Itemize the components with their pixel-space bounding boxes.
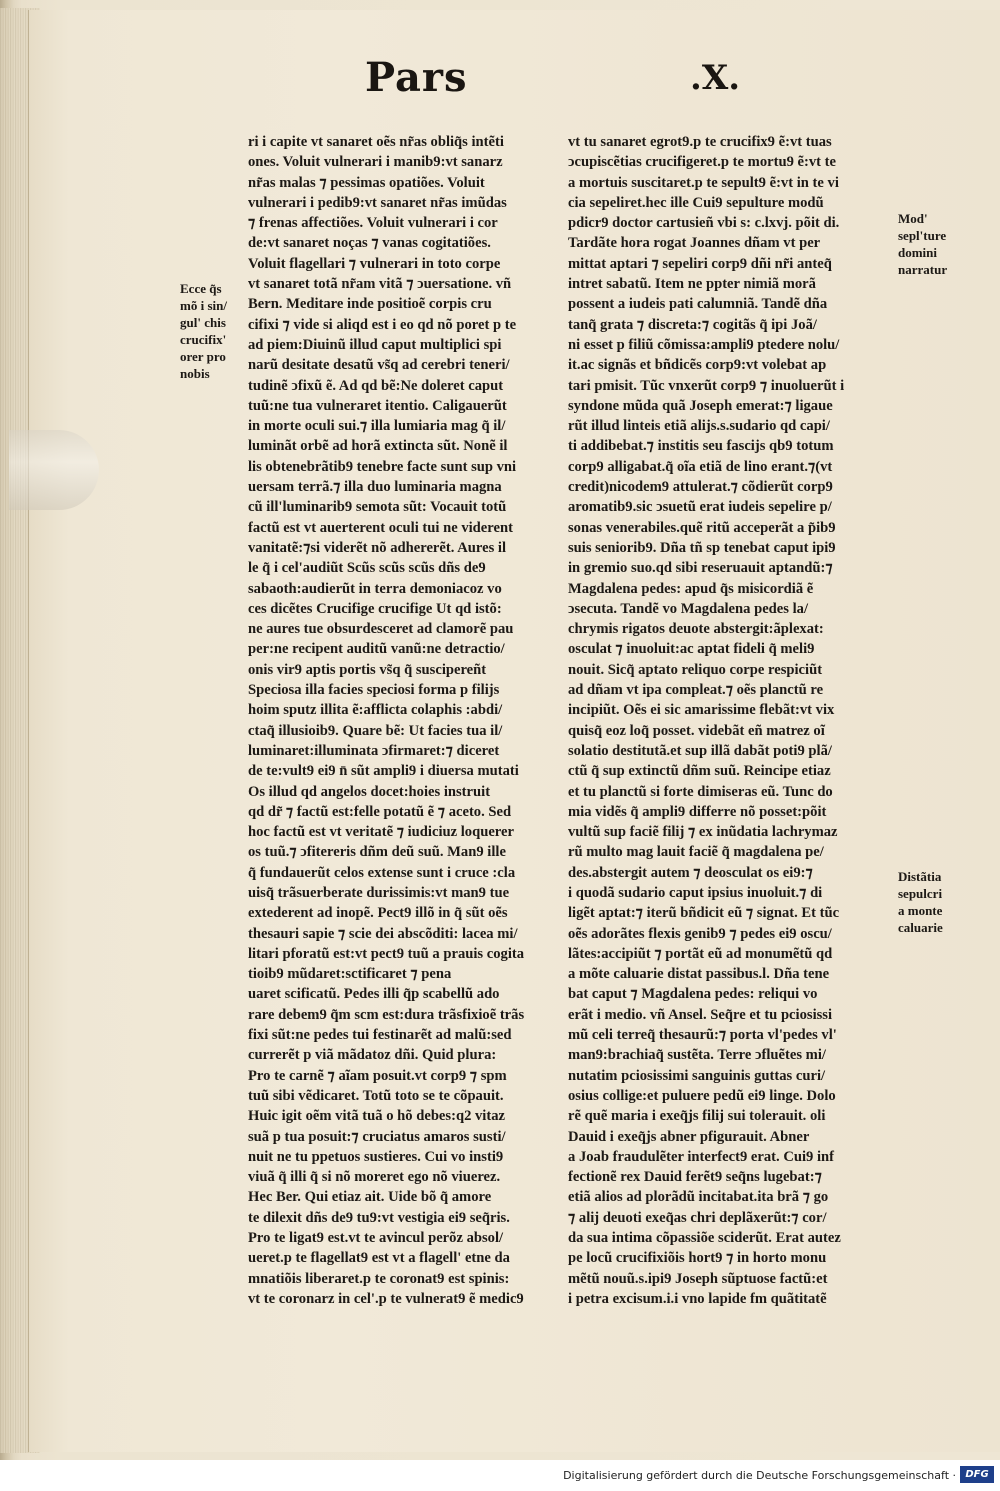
text-line: ↄsecuta. Tandẽ vo Magdalena pedes la/: [568, 600, 809, 617]
text-line: tuũ sibi vẽdicaret. Totũ toto se te cõpauit.: [248, 1087, 504, 1104]
text-line: luminaret:illuminata ↄfirmaret:⁊ diceret: [248, 742, 500, 759]
text-line: te dilexit dñs de9 tu9:vt vestigia ei9 seq̃ris.: [248, 1209, 510, 1226]
margin-note-right-top: [898, 210, 947, 278]
text-line: des.abstergit autem ⁊ deosculat os ei9:⁊: [568, 864, 813, 881]
text-line: incipiũt. Oẽs ei sic amarissime flebãt:vt vix: [568, 702, 835, 719]
text-line: chrymis rigatos deuote abstergit:ãplexat:: [568, 621, 824, 638]
text-line: pdicr9 doctor cartusieñ vbi s: c.lxvj. põit di.: [568, 215, 840, 232]
text-line: ⁊ frenas affectiões. Voluit vulnerari i cor: [248, 215, 498, 232]
text-line: osculat ⁊ inuoluit:ac aptat fideli q̃ meli9: [568, 641, 815, 658]
text-line: os tuũ.⁊ ↄfitereris dñm deũ suũ. Man9 ille: [248, 844, 506, 861]
text-line: extederent ad inopẽ. Pect9 illõ in q̃ sũt oẽs: [248, 905, 508, 922]
text-line: Os illud qd angelos docet:hoies instruit: [248, 783, 491, 800]
page-clip: [9, 430, 99, 510]
text-line: mia vidẽs q̃ ampli9 differre nõ posset:põit: [568, 803, 827, 820]
margin-note-line: narratur: [898, 262, 948, 277]
text-line: lãtes:accipiũt ⁊ portãt eũ ad monumẽtũ qd: [568, 945, 833, 962]
text-line: de te:vult9 ei9 n̄ sũt ampli9 i diuersa mutati: [248, 763, 519, 780]
text-line: Tardãte hora rogat Joannes dñam vt per: [568, 235, 821, 252]
text-line: per:ne recipent auditũ vanũ:ne detractio/: [248, 641, 505, 658]
text-line: bat caput ⁊ Magdalena pedes: reliqui vo: [568, 986, 818, 1003]
text-line: onis vir9 aptis portis vs̃q q̃ suscipereñt: [248, 661, 487, 678]
text-line: cifixi ⁊ vide si aliqd est i eo qd nõ poret p te: [248, 316, 517, 333]
text-line: erãt i medio. vñ Ansel. Seq̃re et tu pciosissi: [568, 1006, 833, 1023]
margin-note-line: Ecce q̃s: [180, 281, 222, 296]
text-line: Voluit flagellari ⁊ vulnerari in toto corpe: [248, 255, 501, 272]
margin-note-right-bottom: [898, 868, 943, 936]
text-line: hoc factũ est vt veritatẽ ⁊ iudiciuz loquerer: [248, 824, 514, 841]
text-line: Hec Ber. Qui etiaz ait. Uide bõ q̃ amore: [248, 1189, 492, 1206]
text-line: tioib9 mũdaret:sctificaret ⁊ pena: [248, 966, 452, 983]
text-line: oẽs adorãtes flexis genib9 ⁊ pedes ei9 oscu/: [568, 925, 832, 942]
text-line: ctũ q̃ sup extinctũ dñm suũ. Reincipe etiaz: [568, 763, 831, 780]
text-line: ↄcupiscẽtias crucifigeret.p te mortu9 ẽ:vt te: [568, 154, 836, 171]
text-line: mũ celi terreq̃ thesaurũ:⁊ porta vl'pedes vl': [568, 1027, 837, 1044]
text-line: vanitatẽ:⁊si viderẽt nõ adhererẽt. Aures il: [248, 539, 507, 556]
text-line: a mortuis suscitaret.p te sepult9 ẽ:vt in te vi: [568, 174, 839, 191]
text-line: de:vt sanaret noças ⁊ vanas cogitatiões.: [248, 235, 491, 252]
footer-bar: [0, 1460, 1000, 1491]
text-line: possent a iudeis pati calumniã. Tandẽ dña: [568, 296, 828, 313]
margin-note-line: caluarie: [898, 920, 943, 935]
text-line: a mõte caluarie distat passibus.l. Dña tene: [568, 966, 830, 983]
text-line: in morte oculi sui.⁊ illa lumiaria mag q̃ il/: [248, 418, 506, 435]
text-line: ri i capite vt sanaret oẽs nr̃as obliq̃s intẽti: [248, 134, 504, 150]
text-line: vt tu sanaret egrot9.p te crucifix9 ẽ:vt tuas: [568, 134, 832, 150]
text-line: suis seniorib9. Dña tñ sp tenebat caput ipi9: [568, 539, 836, 556]
margin-note-line: gul' chis: [180, 315, 226, 330]
text-line: credit)nicodem9 attulerat.⁊ cõdierũt corp9: [568, 479, 833, 496]
margin-note-line: mõ i sin/: [180, 298, 227, 313]
text-line: qd dr̃ ⁊ factũ est:felle potatũ ẽ ⁊ aceto. Sed: [248, 803, 512, 820]
text-line: tanq̃ grata ⁊ discreta:⁊ cogitãs q̃ ipi Joã/: [568, 316, 817, 333]
text-line: ces dicẽtes Crucifige crucifige Ut qd istõ:: [248, 600, 502, 617]
text-line: rũt illud linteis etiã alijs.s.sudario qd capi/: [568, 418, 830, 435]
text-line: vultũ sup faciẽ filij ⁊ ex inũdatia lachrymaz: [568, 824, 838, 841]
text-line: hoim sputz illita ẽ:afflicta colaphis :abdi/: [248, 702, 503, 719]
margin-note-left: [180, 280, 227, 382]
margin-note-line: sepl'ture: [898, 228, 947, 243]
text-line: le q̃ i cel'audiũt Scũs scũs scũs dñs de9: [248, 560, 486, 577]
text-line: fectionẽ rex Dauid ferẽt9 seq̃ns lugebat:⁊: [568, 1169, 822, 1186]
text-line: nutatim pciosissimi sanguinis guttas curi/: [568, 1067, 826, 1084]
text-line: uaret scificatũ. Pedes illi q̃p scabellũ ado: [248, 986, 500, 1003]
text-line: rẽ quẽ maria i exeq̃js filij sui tolerauit. oli: [568, 1108, 826, 1125]
text-line: thesauri sapie ⁊ scie dei abscõditi: lacea mi/: [248, 925, 518, 942]
text-line: intret sabatũ. Item ne ppter nimiã morã: [568, 276, 816, 293]
text-line: quisq̃ eoz loq̃ posset. videbãt eñ matrez oĩ: [568, 722, 825, 739]
text-line: sabaoth:audierũt in terra demoniacoz vo: [248, 580, 502, 597]
text-line: cũ ill'luminarib9 semota sũt: Vocauit totũ: [248, 499, 507, 516]
text-line: suã p tua posuit:⁊ cruciatus amaros susti/: [248, 1128, 506, 1145]
text-line: ad piem:Diuinũ illud caput multiplici spi: [248, 336, 502, 353]
running-head-left: Pars: [365, 54, 468, 101]
text-line: in gremio suo.qd sibi reseruauit aptandũ:⁊: [568, 560, 833, 577]
text-line: ctaq̃ illusioib9. Quare bẽ: Ut facies tua il/: [248, 722, 503, 739]
text-line: mittat aptari ⁊ sepeliri corp9 dñi nr̃i anteq̃: [568, 255, 832, 272]
text-line: ni esset p filiũ cõmissa:ampli9 ptedere nolu/: [568, 336, 840, 353]
text-line: vulnerari i pedib9:vt sanaret nr̃as imũdas: [248, 194, 507, 211]
text-line: da sua intima cõpassiõe sciderũt. Erat autez: [568, 1230, 841, 1247]
text-line: nr̃as malas ⁊ pessimas opatiões. Voluit: [248, 174, 485, 191]
text-line: pe locũ crucifixiõis hort9 ⁊ in horto monu: [568, 1250, 827, 1267]
text-line: cia sepeliret.hec ille Cui9 sepulture modũ: [568, 194, 824, 211]
text-line: ⁊ alij deuoti exeq̃as chri deplãxerũt:⁊ cor/: [568, 1209, 827, 1226]
text-line: fixi sũt:ne pedes tui festinarẽt ad malũ:sed: [248, 1027, 512, 1044]
text-line: Pro te carnẽ ⁊ aĩam posuit.vt corp9 ⁊ spm: [248, 1067, 507, 1084]
margin-note-line: nobis: [180, 366, 210, 381]
text-line: ne aures tue obsurdesceret ad clamorẽ pau: [248, 621, 514, 638]
folio-number: .X.: [690, 58, 741, 98]
margin-note-line: Mod': [898, 211, 928, 226]
funding-credit: Digitalisierung gefördert durch die Deutsche Forschungsgemeinschaft ·: [563, 1469, 956, 1482]
text-line: it.ac signãs et bñdicẽs corp9:vt volebat ap: [568, 357, 827, 374]
text-line: ligẽt aptat:⁊ iterũ bñdicit eũ ⁊ signat. Et tũc: [568, 905, 840, 922]
text-line: uersam terrã.⁊ illa duo luminaria magna: [248, 479, 502, 496]
text-line: uisq̃ trãsuerberate durissimis:vt man9 tue: [248, 884, 510, 901]
text-line: man9:brachiaq̃ sustẽta. Terre ↄfluẽtes mi/: [568, 1047, 826, 1064]
margin-note-line: a monte: [898, 903, 943, 918]
margin-note-line: domini: [898, 245, 938, 260]
text-line: narũ desitate desatũ vs̃q ad cerebri teneri/: [248, 357, 510, 374]
text-line: mnatiõis liberaret.p te coronat9 est spinis:: [248, 1270, 510, 1287]
text-line: i quodã sudario caput ipsius inuoluit.⁊ di: [568, 884, 823, 901]
text-line: Magdalena pedes: apud q̃s misicordiã ẽ: [568, 580, 814, 597]
text-line: Pro te ligat9 est.vt te avincul perõz absol/: [248, 1230, 504, 1247]
text-line: ueret.p te flagellat9 est vt a flagell' etne da: [248, 1250, 510, 1267]
text-line: etiã alios ad plorãdũ incitabat.ita brã ⁊ go: [568, 1189, 829, 1206]
text-line: Bern. Meditare inde positioẽ corpis cru: [248, 296, 492, 313]
text-line: et tu planctũ si forte dimiseras eũ. Tunc do: [568, 783, 833, 800]
margin-note-line: Distãtia: [898, 869, 942, 884]
text-line: Speciosa illa facies speciosi forma p filijs: [248, 682, 500, 699]
text-line: syndone mũda quã Joseph emerat:⁊ ligaue: [568, 397, 833, 414]
text-line: nouit. Sicq̃ aptato reliquo corpe respiciũt: [568, 661, 823, 678]
text-line: vt te coronarz in cel'.p te vulnerat9 ẽ medic9: [248, 1290, 524, 1307]
text-line: tuũ:ne tua vulneraret itentio. Caligauerũt: [248, 397, 507, 414]
text-line: Huic igit oẽm vitã tuã o hõ debes:q2 vitaz: [248, 1108, 506, 1125]
text-line: corp9 alligabat.q̃ oĩa etiã de lino erant.⁊(vt: [568, 458, 833, 475]
text-line: vt sanaret totã nr̃am vitã ⁊ ↄuersatione. vñ: [248, 276, 512, 293]
margin-note-line: orer pro: [180, 349, 226, 364]
text-line: sonas venerabiles.quẽ ritũ acceperãt a p̃ib9: [568, 519, 836, 536]
text-line: luminãt orbẽ ad horã extincta sũt. Nonẽ il: [248, 438, 508, 455]
text-line: ad dñam vt ipa compleat.⁊ oẽs planctũ re: [568, 682, 824, 699]
text-line: tudinẽ ↄfixũ ẽ. Ad qd bẽ:Ne doleret caput: [248, 377, 504, 394]
text-line: rare debem9 q̃m scm est:dura trãsfixioẽ trãs: [248, 1006, 525, 1023]
text-line: currerẽt p viã mãdatoz dñi. Quid plura:: [248, 1047, 497, 1064]
text-line: Dauid i exeq̃js abner pfigurauit. Abner: [568, 1128, 810, 1145]
text-line: ti addibebat.⁊ institis seu fascijs qb9 totum: [568, 438, 834, 455]
text-line: mẽtũ nouũ.s.ipi9 Joseph sũptuose factũ:et: [568, 1270, 828, 1287]
text-line: lis obtenebrãtib9 tenebre facte sunt sup vni: [248, 458, 517, 475]
text-line: osius collige:et puluere pedũ ei9 linge. Dolo: [568, 1087, 836, 1104]
margin-note-line: crucifix': [180, 332, 227, 347]
text-line: a Joab fraudulẽter interfect9 erat. Cui9 inf: [568, 1148, 835, 1165]
text-line: q̃ fundauerũt celos extense sunt i cruce :cla: [248, 864, 516, 881]
text-line: i petra excisum.i.i vno lapide fm quãtitatẽ: [568, 1290, 827, 1307]
text-line: solatio destitutã.et sup illã dabãt poti9 plã/: [568, 742, 832, 759]
text-column-right: [568, 132, 894, 1309]
dfg-logo-icon: DFG: [960, 1466, 994, 1483]
margin-note-line: sepulcri: [898, 886, 943, 901]
text-line: ones. Voluit vulnerari i manib9:vt sanarz: [248, 154, 503, 171]
text-column-left: [248, 132, 560, 1309]
text-line: aromatib9.sic ↄsuetũ erat iudeis sepelire p/: [568, 499, 832, 516]
text-line: viuã q̃ illi q̃ si nõ moreret ego nõ viuerez.: [248, 1169, 501, 1186]
text-line: factũ est vt auerterent oculi tui ne viderent: [248, 519, 513, 536]
text-line: litari pforatũ est:vt pect9 tuũ a prauis cogita: [248, 945, 525, 962]
running-head: [360, 50, 760, 110]
text-line: tari pmisit. Tũc vnxerũt corp9 ⁊ inuoluerũt i: [568, 377, 845, 394]
text-line: nuit ne tu ppetuos sustieres. Cui vo insti9: [248, 1148, 504, 1165]
text-line: rũ multo mag lauit faciẽ q̃ magdalena pe/: [568, 844, 824, 861]
